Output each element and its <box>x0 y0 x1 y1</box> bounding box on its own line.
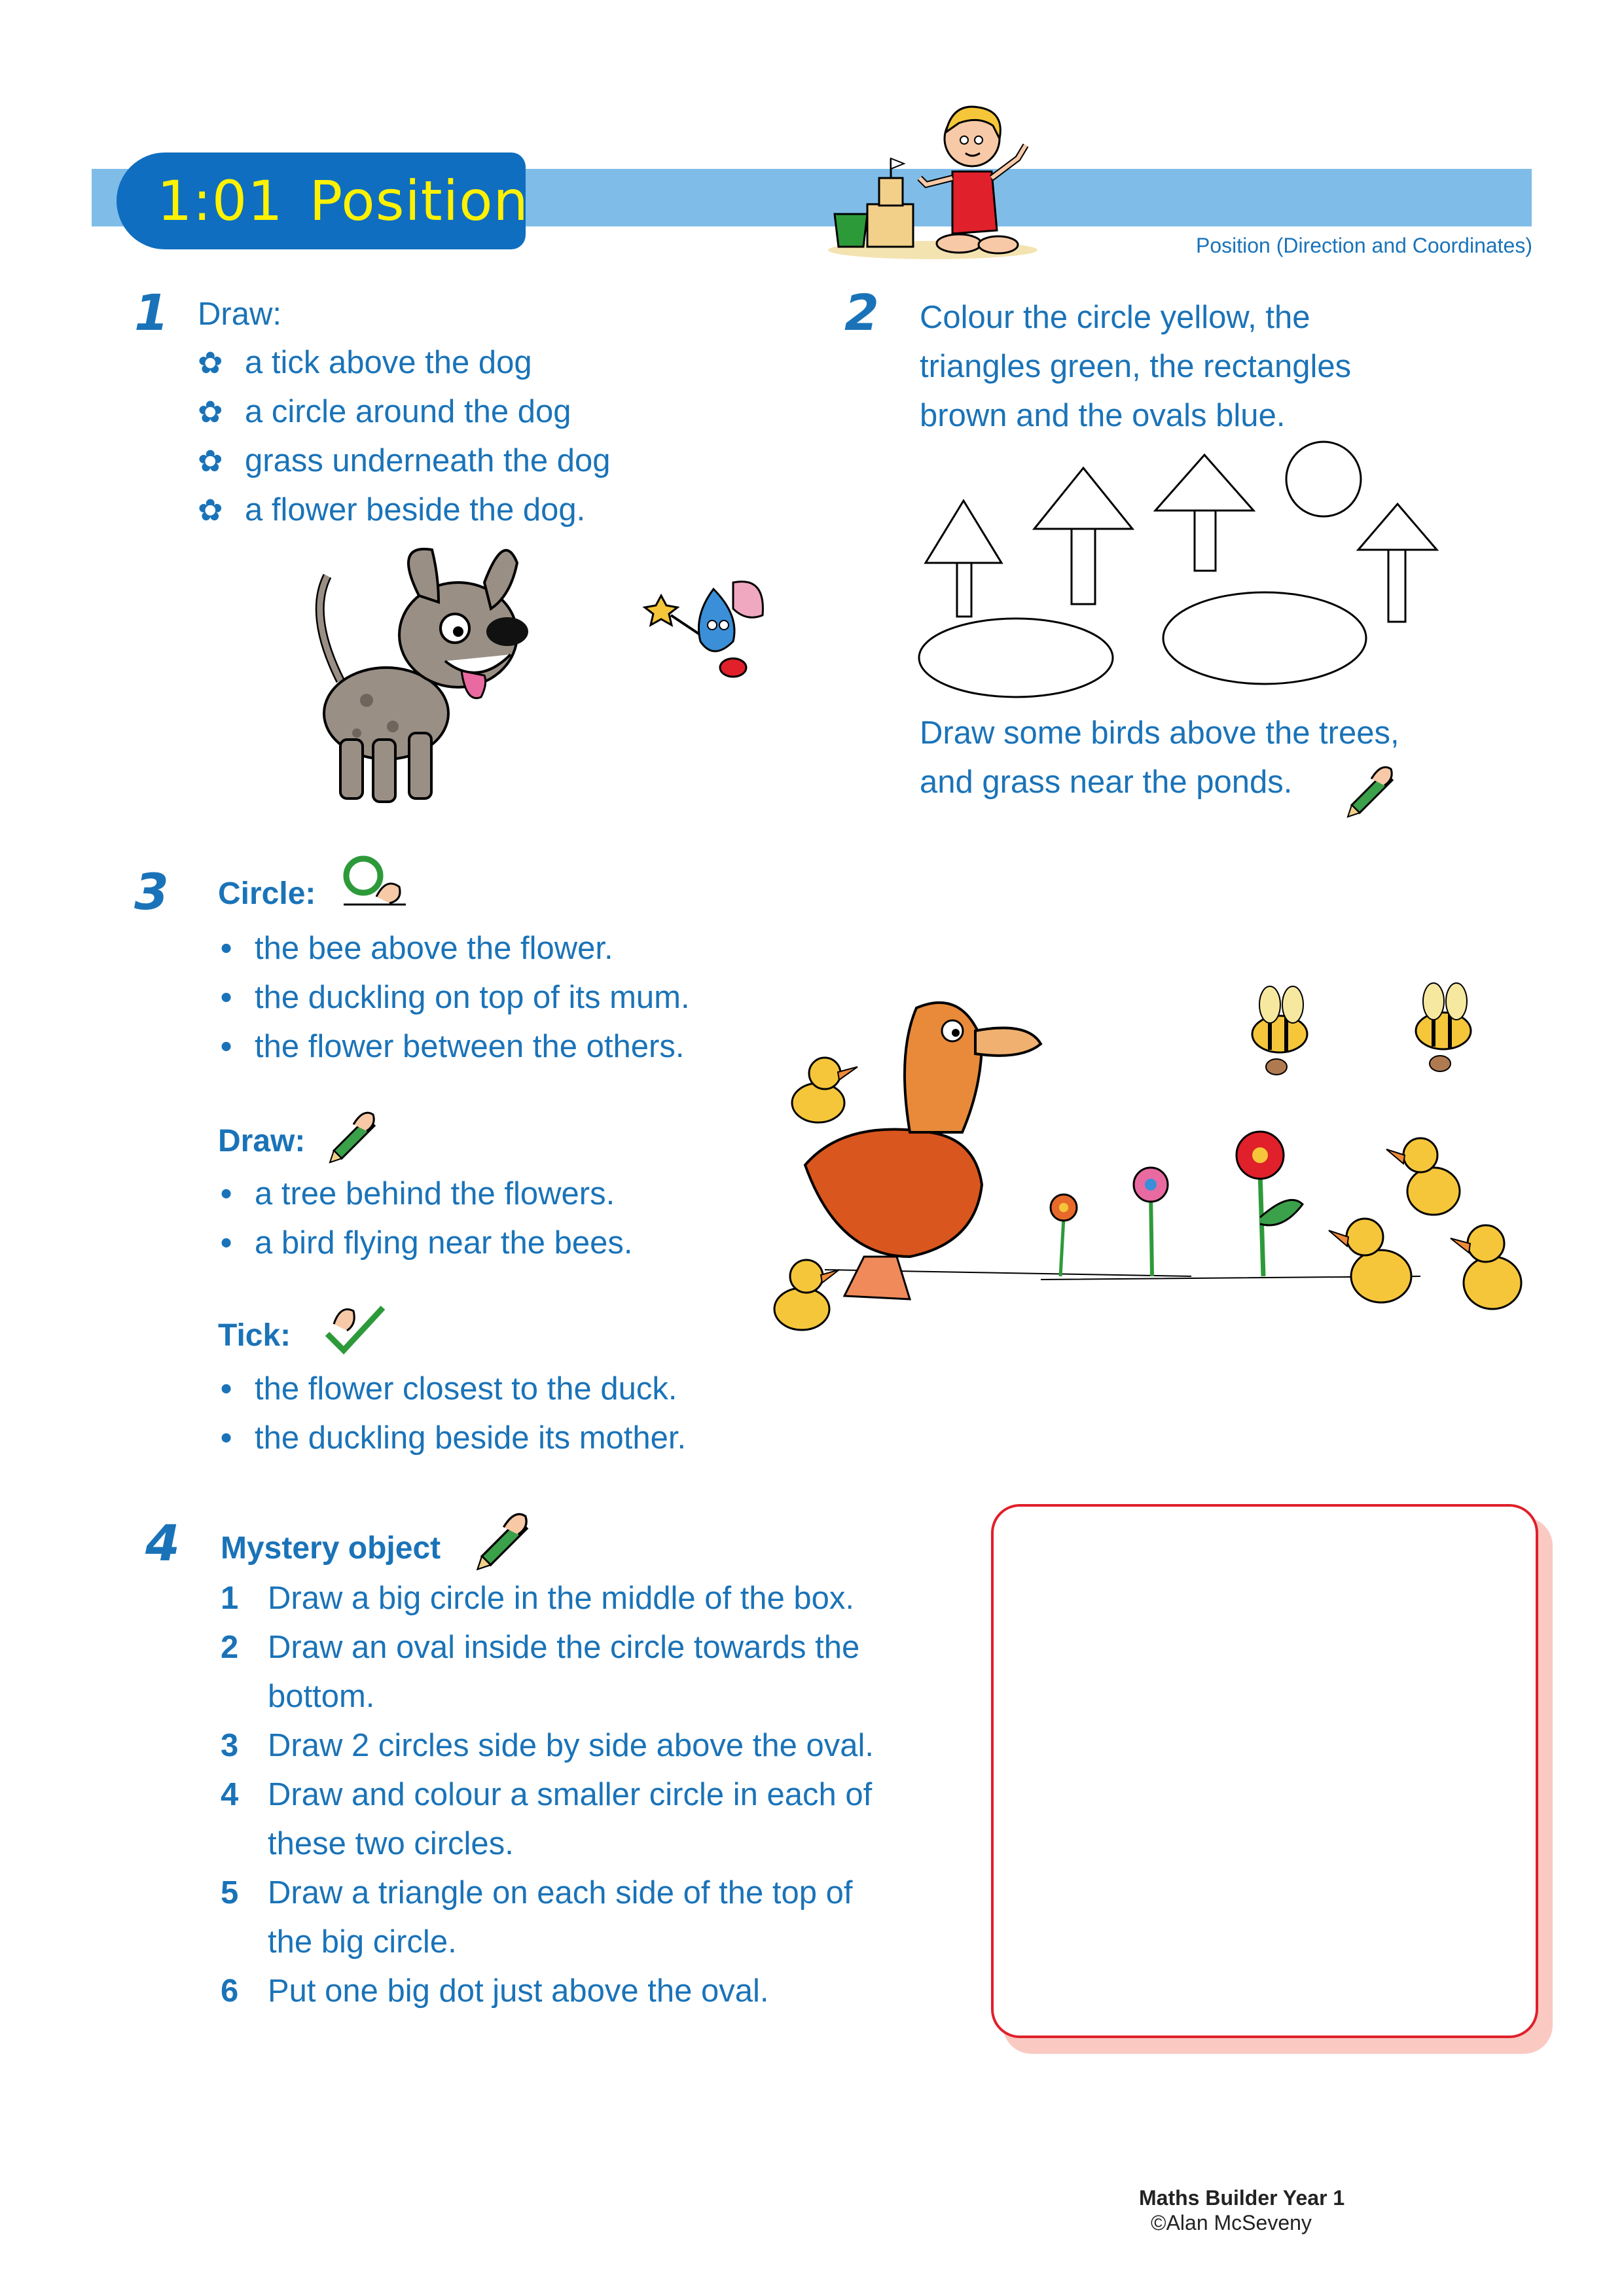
q3-circle-label: Circle: <box>218 876 316 911</box>
triangle-shape <box>1358 504 1437 550</box>
footer-book-title: Maths Builder Year 1 <box>1139 2186 1345 2210</box>
lesson-number: 1:01 <box>157 169 283 233</box>
list-item: • the flower between the others. <box>221 1029 685 1064</box>
question-3-number: 3 <box>134 863 169 921</box>
flower-bullet-icon: ✿ <box>198 444 223 478</box>
oval-shape <box>1163 592 1366 684</box>
list-item: • the duckling on top of its mum. <box>221 980 690 1015</box>
list-item: • the flower closest to the duck. <box>221 1371 677 1407</box>
duck-scene-illustration <box>766 969 1532 1342</box>
list-item: ✿ a flower beside the dog. <box>198 486 610 535</box>
flower-bullet-icon: ✿ <box>198 346 223 380</box>
dog-illustration <box>295 537 543 812</box>
q4-label: Mystery object <box>221 1531 441 1566</box>
bee-icon <box>1252 986 1307 1075</box>
list-item: ✿ grass underneath the dog <box>198 437 610 486</box>
pencil-worm-icon <box>475 1505 540 1571</box>
list-item: • the duckling beside its mother. <box>221 1420 687 1456</box>
q2-extra <box>920 709 1399 807</box>
rectangle-shape <box>957 563 971 617</box>
question-2-number: 2 <box>844 283 879 342</box>
list-item: • the bee above the flower. <box>221 931 613 966</box>
list-item: 1 Draw a big circle in the middle of the box. <box>221 1581 855 1616</box>
q1-intro: Draw: <box>198 296 281 332</box>
q3-draw-list <box>218 1170 632 1268</box>
list-item: 5 Draw a triangle on each side of the top of the big circle. <box>221 1875 853 1960</box>
list-item: 4 Draw and colour a smaller circle in each of these two circles. <box>221 1777 873 1861</box>
flower-bullet-icon: ✿ <box>198 395 223 429</box>
pencil-worm-icon <box>327 1105 386 1164</box>
q2-instructions <box>920 293 1351 440</box>
q3-tick-label: Tick: <box>218 1318 291 1353</box>
q4-steps <box>221 1574 874 2016</box>
title-pill <box>117 152 529 249</box>
q3-tick-list <box>218 1365 686 1463</box>
girl-sandcastle-illustration <box>821 99 1044 263</box>
list-item: 3 Draw 2 circles side by side above the oval. <box>221 1728 874 1763</box>
rectangle-shape <box>1195 511 1216 571</box>
list-item: • a bird flying near the bees. <box>221 1225 633 1261</box>
tick-worm-icon <box>321 1298 386 1357</box>
q2-line: triangles green, the rectangles <box>920 349 1352 384</box>
q3-draw-label: Draw: <box>218 1124 306 1158</box>
page-title: Position <box>309 169 529 233</box>
pencil-worm-icon <box>1345 759 1404 818</box>
list-item: 2 Draw an oval inside the circle towards the bottom. <box>221 1630 860 1714</box>
rectangle-shape <box>1388 550 1405 622</box>
list-item: 6 Put one big dot just above the oval. <box>221 1973 769 2009</box>
page-subtitle: Position (Direction and Coordinates) <box>1195 234 1532 257</box>
rectangle-shape <box>1072 529 1095 604</box>
triangle-shape <box>926 501 1001 563</box>
circle-shape <box>1286 442 1361 516</box>
triangle-shape <box>1155 455 1254 511</box>
drawing-box[interactable] <box>991 1504 1538 2038</box>
circle-worm-icon <box>337 851 409 910</box>
q2-line: Colour the circle yellow, the <box>920 300 1310 335</box>
footer-copyright: ©Alan McSeveny <box>1151 2211 1312 2234</box>
q2-extra-line: and grass near the ponds. <box>920 764 1293 800</box>
q3-circle-list <box>218 924 690 1071</box>
list-item: ✿ a tick above the dog <box>198 338 610 387</box>
q2-extra-line: Draw some birds above the trees, <box>920 715 1399 751</box>
question-1-number: 1 <box>134 283 169 342</box>
shapes-to-colour <box>916 439 1453 700</box>
fairy-drop-illustration <box>641 569 772 687</box>
list-item: • a tree behind the flowers. <box>221 1176 615 1211</box>
flower-bullet-icon: ✿ <box>198 493 223 527</box>
bee-icon <box>1416 983 1471 1071</box>
q1-list <box>198 338 610 535</box>
list-item: ✿ a circle around the dog <box>198 387 610 437</box>
oval-shape <box>919 619 1113 697</box>
triangle-shape <box>1034 468 1132 529</box>
question-4-number: 4 <box>145 1514 180 1572</box>
q2-line: brown and the ovals blue. <box>920 398 1286 433</box>
